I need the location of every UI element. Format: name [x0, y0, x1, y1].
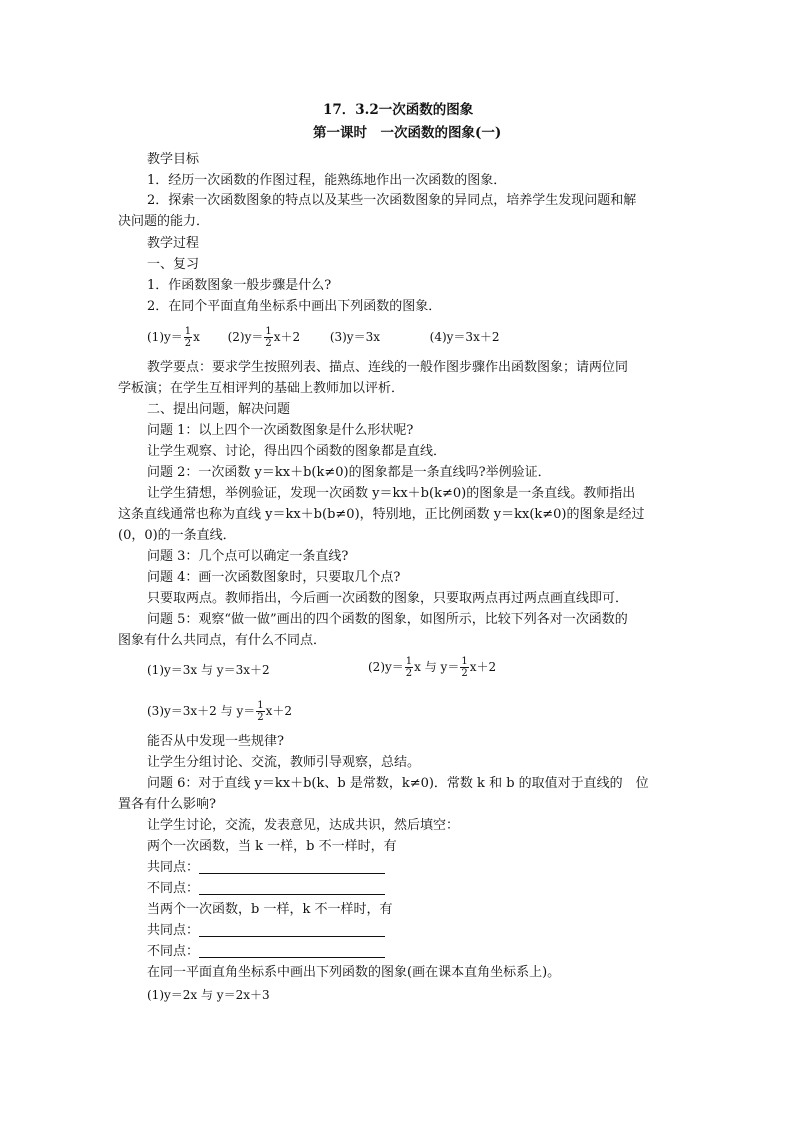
fraction: $\frac{1}{2}$ [257, 700, 264, 723]
fraction: $\frac{1}{2}$ [265, 326, 272, 349]
fill-blank[interactable] [199, 943, 385, 958]
question-4: 问题 4：画一次函数图象时，只要取几个点? [147, 570, 401, 585]
review-question-2: 2．在同个平面直角坐标系中画出下列函数的图象． [147, 299, 442, 314]
case-2-common: 共同点： [147, 921, 385, 941]
question-1: 问题 1：以上四个一次函数图象是什么形状呢? [147, 423, 414, 438]
answer-1: 让学生观察、讨论，得出四个函数的图象都是直线． [147, 444, 447, 459]
discussion-text: 让学生讨论，交流，发表意见，达成共识，然后填空： [147, 818, 460, 833]
fill-blank[interactable] [199, 922, 385, 937]
review-heading: 一、复习 [147, 257, 200, 272]
case-2-diff: 不同点： [147, 942, 385, 962]
fill-blank[interactable] [199, 859, 385, 874]
fraction: $\frac{1}{2}$ [184, 326, 192, 349]
pair-3: (3)y＝3x＋2 与 y＝ $\frac{1}{2}$ x＋2 [147, 700, 293, 723]
case-1-common: 共同点： [147, 858, 385, 878]
fraction: $\frac{1}{2}$ [405, 656, 413, 679]
section-2-heading: 二、提出问题，解决问题 [147, 402, 291, 417]
keypoint-line-2: 学板演；在学生互相评判的基础上教师加以评析． [118, 381, 405, 396]
case-1: 两个一次函数，当 k 一样，b 不一样时，有 [147, 839, 397, 854]
pair-2: (2)y＝ $\frac{1}{2}$ x 与 y＝ $\frac{1}{2}$ x＋2 [368, 656, 497, 679]
goals-heading: 教学目标 [147, 152, 200, 167]
keypoint-line-1: 教学要点：要求学生按照列表、描点、连线的一般作图步骤作出函数图象；请两位同 [147, 360, 629, 375]
case-2: 当两个一次函数，b 一样，k 不一样时，有 [147, 902, 393, 917]
fraction: $\frac{1}{2}$ [461, 656, 468, 679]
case-1-diff: 不同点： [147, 879, 385, 899]
answer-2-line-3: (0，0)的一条直线． [118, 528, 236, 543]
answer-4: 只要取两点。教师指出，今后画一次函数的图象，只要取两点再过两点画直线即可． [147, 591, 629, 606]
question-2: 问题 2：一次函数 y＝kx＋b(k≠0)的图象都是一条直线吗?举例验证． [147, 465, 551, 480]
function-1: (1)y＝ $\frac{1}{2}$ x [147, 326, 200, 349]
goal-1: 1．经历一次函数的作图过程，能熟练地作出一次函数的图象． [147, 173, 507, 188]
function-list-1 [147, 322, 499, 352]
answer-2-line-2: 这条直线通常也称为直线 y＝kx＋b(b≠0)，特别地，正比例函数 y＝kx(k≠0)的图象是经过 [118, 507, 645, 522]
question-6-line-1: 问题 6：对于直线 y＝kx＋b(k、b 是常数，k≠0)．常数 k 和 b 的取值对于直线的 位 [147, 776, 649, 791]
goal-2-line-1: 2．探索一次函数图象的特点以及某些一次函数图象的异同点，培养学生发现问题和解 [147, 193, 637, 208]
rule-question: 能否从中发现一些规律? [147, 734, 284, 749]
function-2: (2)y＝ $\frac{1}{2}$ x＋2 [227, 326, 301, 349]
question-6-line-2: 置各有什么影响? [118, 797, 216, 812]
process-heading: 教学过程 [147, 236, 200, 251]
final-pair: (1)y＝2x 与 y＝2x＋3 [147, 988, 270, 1002]
rule-answer: 让学生分组讨论、交流，教师引导观察，总结。 [147, 755, 421, 770]
goal-2-line-2: 决问题的能力． [118, 214, 210, 229]
pair-1: (1)y＝3x 与 y＝3x＋2 [147, 663, 270, 677]
question-3: 问题 3：几个点可以确定一条直线? [147, 549, 349, 564]
answer-2-line-1: 让学生猜想，举例验证，发现一次函数 y＝kx＋b(k≠0)的图象是一条直线。教师指出 [147, 486, 636, 501]
function-4: (4)y＝3x＋2 [429, 330, 500, 344]
page-title: 17．3.2一次函数的图象 [323, 102, 474, 118]
question-5-line-2: 图象有什么共同点，有什么不同点． [118, 633, 327, 648]
question-5-line-1: 问题 5：观察“做一做”画出的四个函数的图象，如图所示，比较下列各对一次函数的 [147, 612, 628, 627]
review-question-1: 1．作函数图象一般步骤是什么? [147, 278, 332, 293]
page-subtitle: 第一课时 一次函数的图象(一) [313, 125, 502, 141]
fill-blank[interactable] [199, 880, 385, 895]
function-3: (3)y＝3x [329, 330, 380, 344]
draw-task: 在同一平面直角坐标系中画出下列函数的图象(画在课本直角坐标系上)。 [147, 965, 561, 980]
